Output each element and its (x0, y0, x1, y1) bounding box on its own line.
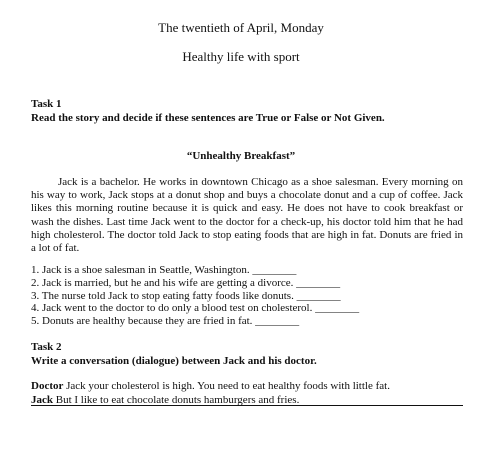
statement-item: 4. Jack went to the doctor to do only a blood test on cholesterol. ________ (31, 302, 360, 315)
dialogue-text: But I like to eat chocolate donuts hamburgers and fries. (53, 393, 300, 406)
horizontal-rule (31, 405, 463, 406)
dialogue-block (31, 380, 463, 407)
speaker-name: Jack (31, 393, 53, 406)
statement-item: 2. Jack is married, but he and his wife are getting a divorce. ________ (31, 276, 341, 289)
topic-heading: Healthy life with sport (182, 49, 300, 64)
speaker-name: Doctor (31, 380, 64, 392)
dialogue-line-doctor (31, 380, 463, 394)
statement-list (31, 264, 463, 328)
statement-item: 1. Jack is a shoe salesman in Seattle, Washington. ________ (31, 264, 297, 276)
task1-label: Task 1 (31, 98, 62, 110)
date-heading: The twentieth of April, Monday (158, 20, 324, 35)
task2-instruction: Write a conversation (dialogue) between Jack and his doctor. (31, 355, 317, 367)
task2-label: Task 2 (31, 341, 62, 353)
dialogue-text: Jack your cholesterol is high. You need to eat healthy foods with little fat. (63, 380, 390, 392)
task1-instruction: Read the story and decide if these sentences are True or False or Not Given. (31, 112, 385, 124)
story-title: “Unhealthy Breakfast” (186, 150, 296, 162)
statement-item: 3. The nurse told Jack to stop eating fatty foods like donuts. ________ (31, 289, 341, 302)
statement-item: 5. Donuts are healthy because they are fried in fat. ________ (31, 315, 300, 328)
story-paragraph: Jack is a bachelor. He works in downtown Chicago as a shoe salesman. Every morning on his way to work, Jack stops at a donut shop and buys a chocolate donut and a cup of coffee. Jack likes this morning routine because it is quick and easy. He does not have to cook breakfast or wash the dishes. Last time Jack went to the doctor for a check-up, his doctor told him that he had high cholesterol. The doctor told Jack to stop eating foods that are high in fat. Donuts are fried in a lot of fat. (31, 176, 463, 255)
